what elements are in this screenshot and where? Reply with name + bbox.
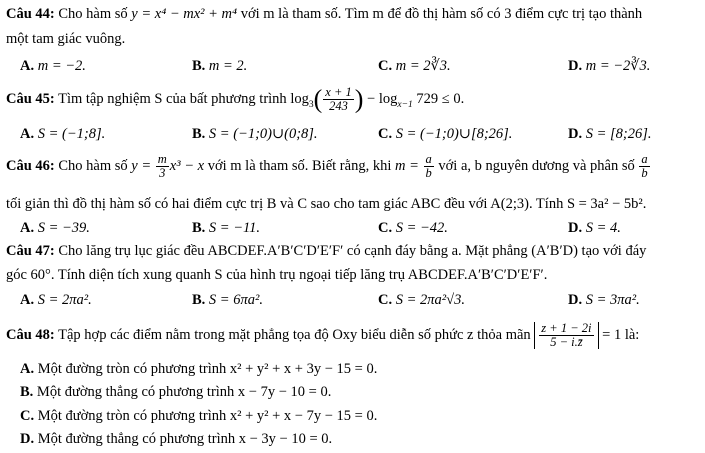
q46-option-b[interactable]: B. S = −11.	[192, 220, 261, 236]
inequality: $\log_3$( $\frac{x + 1}{243}$ ) − $\log_{x-1} 729 \le 0$.	[290, 84, 465, 114]
question-text: với m là tham số. Tìm m để đồ thị hàm số có 3 điểm cực trị tạo thành	[237, 6, 643, 22]
question-label: Câu 47:	[6, 243, 55, 259]
function-expression: y = x⁴ − mx² + m⁴	[131, 6, 238, 22]
question-48	[6, 322, 639, 349]
q48-option-c[interactable]: C. Một đường tròn có phương trình x² + y² + x − 7y − 15 = 0.	[20, 408, 378, 424]
q47-option-d[interactable]: D. S = 3πa².	[568, 292, 640, 308]
fraction-a-b: $\frac{a}{b}$	[641, 152, 648, 181]
question-text: Cho hàm số	[54, 157, 132, 174]
question-text: Tìm tập nghiệm S của bất phương trình	[54, 90, 291, 107]
q47-option-b[interactable]: B. S = 6πa².	[192, 292, 263, 308]
question-text: tối giản thì đồ thị hàm số có hai điểm cực trị B và C sao cho tam giác ABC đều với A(2;3). Tính S = 3a² − 5b².	[6, 196, 647, 212]
q48-option-a[interactable]: A. Một đường tròn có phương trình x² + y² + x + 3y − 15 = 0.	[20, 361, 378, 377]
question-44-cont	[6, 31, 125, 48]
question-44	[6, 6, 642, 23]
q46-option-a[interactable]: A. S = −39.	[20, 220, 90, 236]
q45-option-a[interactable]: A. S = (−1;8].	[20, 126, 106, 142]
q47-option-a[interactable]: A. S = 2πa².	[20, 292, 92, 308]
q46-option-c[interactable]: C. S = −42.	[378, 220, 448, 236]
question-47-cont	[6, 267, 547, 284]
fraction-m-3: $\frac{m}{3}$	[157, 152, 167, 181]
q44-option-a[interactable]: A. m = −2.	[20, 58, 86, 74]
q47-option-c[interactable]: C. S = 2πa²√3.	[378, 292, 465, 308]
question-text: góc 60°. Tính diện tích xung quanh S của hình trụ ngoại tiếp lăng trụ ABCDEF.A′B′C′D′E′F′.	[6, 267, 548, 283]
question-label: Câu 48:	[6, 326, 55, 343]
question-text: với a, b nguyên dương và phân số	[434, 157, 639, 174]
q44-option-c[interactable]: C. m = 2∛3.	[378, 58, 451, 74]
question-text: với m là tham số. Biết rằng, khi	[204, 157, 395, 174]
q46-option-d[interactable]: D. S = 4.	[568, 220, 621, 236]
question-text: một tam giác vuông.	[6, 31, 126, 47]
question-label: Câu 44:	[6, 6, 55, 22]
q45-option-d[interactable]: D. S = [8;26].	[568, 126, 652, 142]
question-text: = 1 là:	[598, 326, 640, 343]
question-47	[6, 243, 646, 260]
absolute-value: $\frac{z + 1 - 2i}{5 - i.z̄}$	[534, 322, 598, 349]
question-text: Cho lăng trụ lục giác đều ABCDEF.A′B′C′D′E′F′ có cạnh đáy bằng a. Mặt phẳng (A′B′D) tạo với đáy	[54, 243, 647, 259]
question-text: Tập hợp các điểm nằm trong mặt phẳng tọa độ Oxy biểu diễn số phức z thỏa mãn	[54, 326, 535, 343]
fraction-a-b: $\frac{a}{b}$	[425, 152, 432, 181]
q48-option-b[interactable]: B. Một đường thẳng có phương trình x − 7y − 10 = 0.	[20, 384, 332, 400]
question-46: Câu 46: Cho hàm số y = $\frac{m}{3}$ x³ − x với m là tham số. Biết rằng, khi m = $\frac{a}{b}$ với a, b nguyên dương và phân số $\frac{a}{b}$	[6, 152, 648, 181]
question-label: Câu 46:	[6, 157, 55, 174]
q48-option-d[interactable]: D. Một đường thẳng có phương trình x − 3y − 10 = 0.	[20, 431, 333, 447]
q44-option-d[interactable]: D. m = −2∛3.	[568, 58, 651, 74]
question-45	[6, 86, 464, 113]
question-text: Cho hàm số	[54, 6, 132, 22]
q44-option-b[interactable]: B. m = 2.	[192, 58, 248, 74]
q45-option-b[interactable]: B. S = (−1;0)∪(0;8].	[192, 126, 318, 142]
q45-option-c[interactable]: C. S = (−1;0)∪[8;26].	[378, 126, 513, 142]
question-label: Câu 45:	[6, 90, 55, 107]
question-46-cont	[6, 196, 646, 213]
